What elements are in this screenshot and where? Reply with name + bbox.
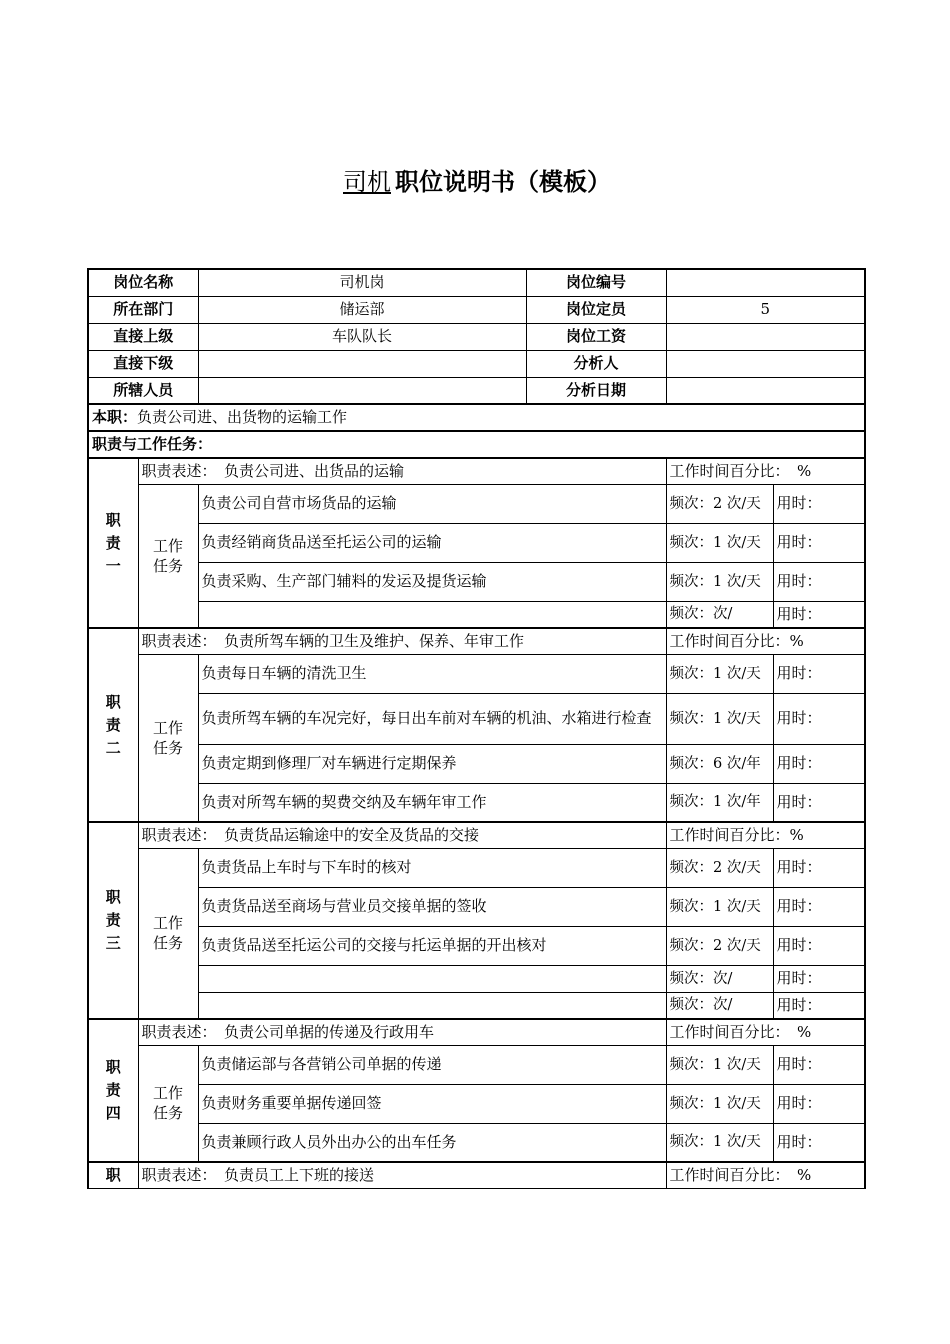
task-used-time: 用时：	[773, 1123, 865, 1162]
task-frequency: 频次：2 次/天	[666, 926, 773, 965]
task-frequency: 频次：1 次/天	[666, 887, 773, 926]
analyst-label: 分析人	[526, 350, 666, 377]
task-frequency: 频次：次/	[666, 601, 773, 628]
position-name-label: 岗位名称	[88, 269, 198, 296]
work-task-label-line: 工作	[153, 914, 184, 933]
superior-label: 直接上级	[88, 323, 198, 350]
task-text: 负责储运部与各营销公司单据的传递	[198, 1045, 666, 1084]
work-time-percent: 工作时间百分比： %	[666, 458, 865, 484]
work-time-percent: 工作时间百分比： %	[666, 1162, 865, 1188]
task-used-time: 用时：	[773, 965, 865, 992]
task-text: 负责每日车辆的清洗卫生	[198, 654, 666, 693]
duty-name-char: 职	[105, 510, 121, 529]
task-used-time: 用时：	[773, 693, 865, 744]
duty-name-char: 三	[105, 934, 121, 952]
task-frequency: 频次：次/	[666, 992, 773, 1019]
duty-name-char: 四	[105, 1104, 121, 1122]
task-text	[198, 992, 666, 1019]
work-task-label	[138, 654, 198, 822]
task-text	[198, 601, 666, 628]
task-used-time: 用时：	[773, 562, 865, 601]
title-job-name: 司机	[343, 168, 391, 196]
task-frequency: 频次：6 次/年	[666, 744, 773, 783]
work-task-label-line: 任务	[153, 556, 184, 575]
task-used-time: 用时：	[773, 848, 865, 887]
staff-value	[198, 377, 526, 404]
duty-description: 职责表述： 负责公司进、出货品的运输	[138, 458, 666, 484]
duty-name-char: 职	[105, 692, 121, 711]
salary-label: 岗位工资	[526, 323, 666, 350]
work-task-label-line: 工作	[153, 1084, 184, 1103]
task-frequency: 频次：1 次/天	[666, 1123, 773, 1162]
task-frequency: 频次：1 次/天	[666, 523, 773, 562]
task-used-time: 用时：	[773, 887, 865, 926]
work-task-label	[138, 484, 198, 628]
main-duty-text: 负责公司进、出货物的运输工作	[137, 408, 348, 426]
task-used-time: 用时：	[773, 484, 865, 523]
position-name-value: 司机岗	[198, 269, 526, 296]
task-frequency: 频次：1 次/天	[666, 654, 773, 693]
salary-value	[666, 323, 865, 350]
analyst-value	[666, 350, 865, 377]
task-used-time: 用时：	[773, 523, 865, 562]
dept-value: 储运部	[198, 296, 526, 323]
analysis-date-label: 分析日期	[526, 377, 666, 404]
task-text: 负责货品上车时与下车时的核对	[198, 848, 666, 887]
work-task-label-line: 任务	[153, 1104, 184, 1123]
work-task-label-line: 任务	[153, 738, 184, 757]
duty-description: 职责表述： 负责公司单据的传递及行政用车	[138, 1019, 666, 1045]
job-description-table	[87, 268, 866, 1189]
staff-label: 所辖人员	[88, 377, 198, 404]
work-task-label-line: 工作	[153, 718, 184, 737]
task-frequency: 频次：1 次/天	[666, 1084, 773, 1123]
work-time-percent: 工作时间百分比：%	[666, 628, 865, 654]
duty-name-char: 职	[105, 1165, 121, 1184]
task-frequency: 频次：2 次/天	[666, 848, 773, 887]
superior-value: 车队队长	[198, 323, 526, 350]
duty-name-char: 责	[105, 715, 121, 734]
task-used-time: 用时：	[773, 1045, 865, 1084]
task-used-time: 用时：	[773, 992, 865, 1019]
duty-name	[88, 628, 138, 822]
task-text: 负责公司自营市场货品的运输	[198, 484, 666, 523]
task-used-time: 用时：	[773, 783, 865, 822]
position-no-label: 岗位编号	[526, 269, 666, 296]
task-text: 负责采购、生产部门辅料的发运及提货运输	[198, 562, 666, 601]
duty-name-char: 责	[105, 911, 121, 929]
duty-name-char: 职	[105, 888, 121, 906]
duty-name-char: 职	[105, 1058, 121, 1076]
position-no-value	[666, 269, 865, 296]
dept-label: 所在部门	[88, 296, 198, 323]
task-text: 负责对所驾车辆的契费交纳及车辆年审工作	[198, 783, 666, 822]
main-duty-label: 本职：	[92, 408, 138, 426]
duty-description: 职责表述： 负责货品运输途中的安全及货品的交接	[138, 822, 666, 848]
task-used-time: 用时：	[773, 601, 865, 628]
task-text: 负责财务重要单据传递回签	[198, 1084, 666, 1123]
task-frequency: 频次：1 次/年	[666, 783, 773, 822]
task-used-time: 用时：	[773, 654, 865, 693]
subordinate-label: 直接下级	[88, 350, 198, 377]
task-text	[198, 965, 666, 992]
work-task-label-line: 任务	[153, 934, 184, 953]
task-frequency: 频次：次/	[666, 965, 773, 992]
subordinate-value	[198, 350, 526, 377]
task-text: 负责货品送至商场与营业员交接单据的签收	[198, 887, 666, 926]
task-frequency: 频次：2 次/天	[666, 484, 773, 523]
duty-name	[88, 1162, 138, 1188]
task-frequency: 频次：1 次/天	[666, 1045, 773, 1084]
duty-name-char: 二	[105, 738, 121, 757]
duty-description: 职责表述： 负责所驾车辆的卫生及维护、保养、年审工作	[138, 628, 666, 654]
headcount-value: 5	[666, 296, 865, 323]
task-used-time: 用时：	[773, 744, 865, 783]
task-used-time: 用时：	[773, 1084, 865, 1123]
task-text: 负责定期到修理厂对车辆进行定期保养	[198, 744, 666, 783]
analysis-date-value	[666, 377, 865, 404]
duty-name-char: 责	[105, 1081, 121, 1099]
title-text: 职位说明书（模板）	[395, 168, 611, 196]
task-frequency: 频次：1 次/天	[666, 693, 773, 744]
task-text: 负责货品送至托运公司的交接与托运单据的开出核对	[198, 926, 666, 965]
task-text: 负责兼顾行政人员外出办公的出车任务	[198, 1123, 666, 1162]
work-task-label-line: 工作	[153, 536, 184, 555]
task-used-time: 用时：	[773, 926, 865, 965]
task-frequency: 频次：1 次/天	[666, 562, 773, 601]
duty-name	[88, 822, 138, 1019]
duty-name-char: 责	[105, 533, 121, 552]
main-duty-row	[88, 404, 865, 431]
tasks-header: 职责与工作任务：	[88, 431, 865, 458]
duty-name	[88, 1019, 138, 1162]
work-task-label	[138, 1045, 198, 1162]
duty-name-char: 一	[105, 556, 121, 575]
work-task-label	[138, 848, 198, 1019]
document-title	[0, 162, 950, 197]
task-text: 负责经销商货品送至托运公司的运输	[198, 523, 666, 562]
headcount-label: 岗位定员	[526, 296, 666, 323]
work-time-percent: 工作时间百分比：%	[666, 822, 865, 848]
duty-description: 职责表述： 负责员工上下班的接送	[138, 1162, 666, 1188]
task-text: 负责所驾车辆的车况完好，每日出车前对车辆的机油、水箱进行检查	[198, 693, 666, 744]
duty-name	[88, 458, 138, 628]
work-time-percent: 工作时间百分比： %	[666, 1019, 865, 1045]
